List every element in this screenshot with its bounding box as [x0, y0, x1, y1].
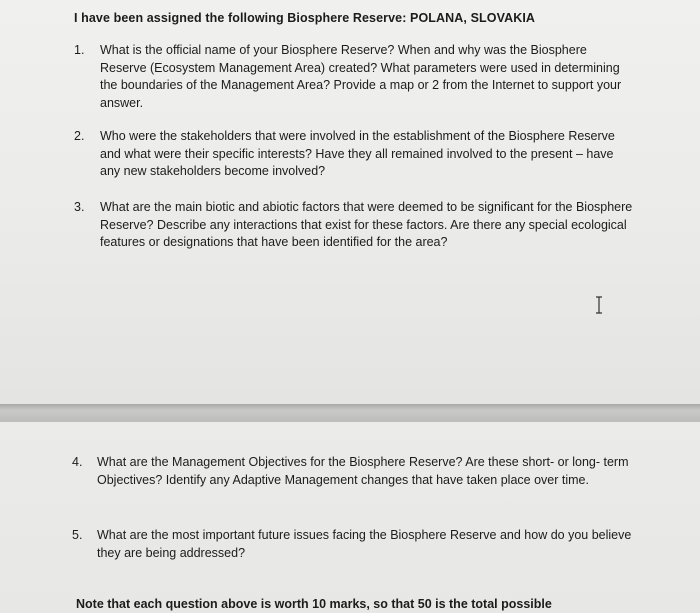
question-text: What are the Management Objectives for the Biosphere Reserve? Are these short- or long- term Objectives? Identify any Adaptive Management changes that have taken place over time.	[97, 455, 629, 487]
question-number: 3.	[74, 200, 85, 214]
page-divider	[0, 404, 700, 422]
question-number: 4.	[72, 455, 83, 469]
text-cursor-icon	[594, 296, 604, 314]
question-text: Who were the stakeholders that were involved in the establishment of the Biosphere Reserve and what were their specific interests? Have they all remained involved to the present – have any new stakeholders become involved?	[100, 129, 615, 178]
question-number: 1.	[74, 43, 85, 57]
assignment-heading: I have been assigned the following Biosphere Reserve: POLANA, SLOVAKIA	[74, 11, 536, 25]
question-text: What are the main biotic and abiotic factors that were deemed to be significant for the Biosphere Reserve? Describe any interactions that exist for these factors. Are there any special ecological features or designations that have been identified for the area?	[100, 200, 633, 249]
question-text: What are the most important future issues facing the Biosphere Reserve and how do you believe they are being addressed?	[97, 528, 632, 560]
question-text: What is the official name of your Biosphere Reserve? When and why was the Biosphere Reserve (Ecosystem Management Area) created? What parameters were used in determining the boundaries of the Management Area? Provide a map or 2 from the Internet to support your answer.	[100, 43, 622, 110]
document-page-bottom	[0, 422, 700, 613]
marks-note: Note that each question above is worth 10 marks, so that 50 is the total possible	[76, 597, 552, 611]
question-number: 2.	[74, 129, 85, 143]
question-number: 5.	[72, 528, 83, 542]
